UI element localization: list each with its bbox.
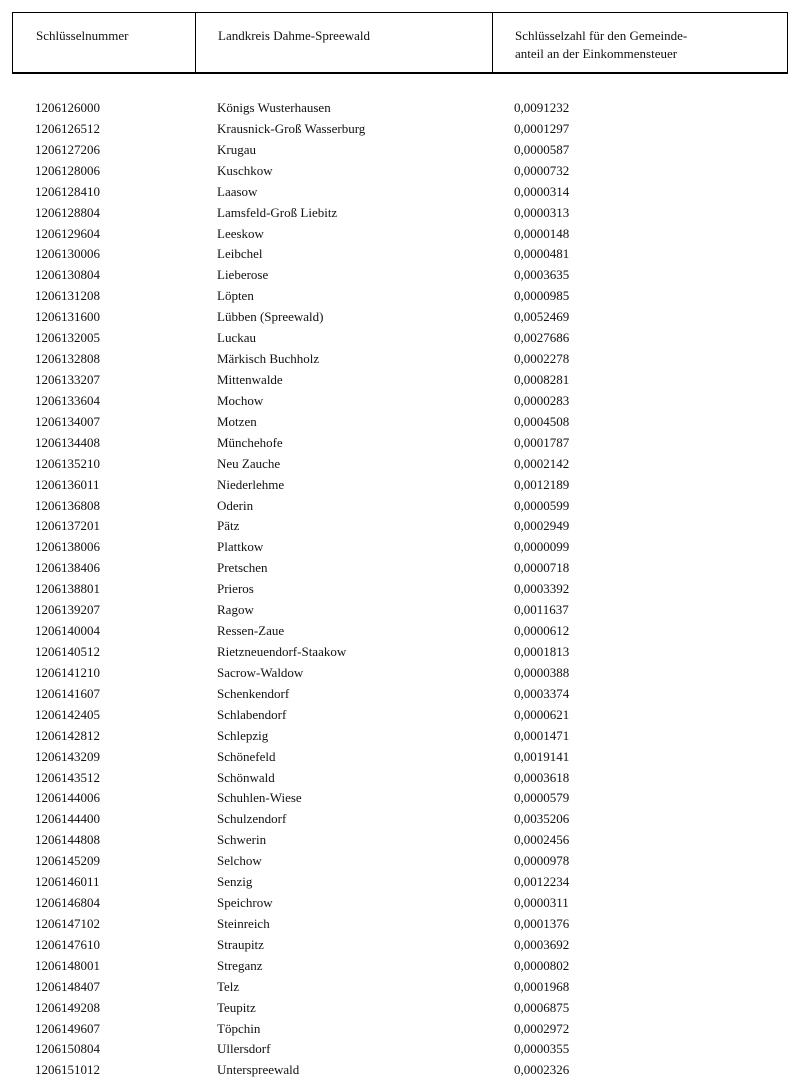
row-value: 0,0027686 bbox=[514, 330, 570, 346]
row-municipality: Schuhlen-Wiese bbox=[217, 790, 302, 806]
row-municipality: Märkisch Buchholz bbox=[217, 351, 320, 367]
header-divider bbox=[195, 13, 196, 72]
row-municipality: Münchehofe bbox=[217, 434, 283, 450]
row-key: 1206146804 bbox=[35, 895, 100, 911]
table-row bbox=[0, 642, 809, 663]
row-municipality: Rietzneuendorf-Staakow bbox=[217, 643, 347, 659]
table-row bbox=[0, 830, 809, 851]
row-value: 0,0002972 bbox=[514, 1020, 570, 1036]
row-municipality: Schönwald bbox=[217, 769, 275, 785]
table-header bbox=[12, 12, 788, 74]
row-value: 0,0001787 bbox=[514, 434, 570, 450]
row-municipality: Schlabendorf bbox=[217, 706, 287, 722]
row-value: 0,0000311 bbox=[514, 895, 569, 911]
header-divider bbox=[492, 13, 493, 72]
row-municipality: Unterspreewald bbox=[217, 1062, 300, 1078]
row-value: 0,0003374 bbox=[514, 685, 570, 701]
row-value: 0,0091232 bbox=[514, 100, 570, 115]
table-row bbox=[0, 412, 809, 433]
row-municipality: Motzen bbox=[217, 413, 257, 429]
row-municipality: Töpchin bbox=[217, 1020, 261, 1036]
row-value: 0,0003635 bbox=[514, 267, 570, 283]
row-value: 0,0008281 bbox=[514, 371, 570, 387]
row-municipality: Schönefeld bbox=[217, 748, 276, 764]
row-value: 0,0002278 bbox=[514, 351, 570, 367]
row-value: 0,0002456 bbox=[514, 832, 570, 848]
table-row bbox=[0, 914, 809, 935]
row-key: 1206131208 bbox=[35, 288, 100, 304]
table-row bbox=[0, 726, 809, 747]
table-row bbox=[0, 579, 809, 600]
row-key: 1206148001 bbox=[35, 957, 100, 973]
row-value: 0,0003392 bbox=[514, 581, 570, 597]
row-value: 0,0001376 bbox=[514, 915, 570, 931]
row-municipality: Kuschkow bbox=[217, 162, 273, 178]
row-municipality: Schwerin bbox=[217, 832, 267, 848]
row-key: 1206147610 bbox=[35, 936, 100, 952]
row-value: 0,0001813 bbox=[514, 643, 570, 659]
row-key: 1206132808 bbox=[35, 351, 100, 367]
row-key: 1206131600 bbox=[35, 309, 100, 325]
row-value: 0,0000621 bbox=[514, 706, 570, 722]
row-key: 1206126512 bbox=[35, 120, 100, 136]
table-row bbox=[0, 747, 809, 768]
row-municipality: Selchow bbox=[217, 853, 262, 869]
table-row bbox=[0, 684, 809, 705]
table-row bbox=[0, 516, 809, 537]
row-value: 0,0000718 bbox=[514, 560, 570, 576]
table-row bbox=[0, 454, 809, 475]
table-row bbox=[0, 98, 809, 119]
table-row bbox=[0, 307, 809, 328]
row-municipality: Schenkendorf bbox=[217, 685, 290, 701]
row-municipality: Ragow bbox=[217, 602, 254, 618]
row-key: 1206133604 bbox=[35, 392, 100, 408]
row-value: 0,0001968 bbox=[514, 978, 570, 994]
row-value: 0,0003692 bbox=[514, 936, 570, 952]
row-key: 1206140512 bbox=[35, 643, 100, 659]
header-value-line1: Schlüsselzahl für den Gemeinde- bbox=[515, 28, 688, 43]
row-key: 1206128006 bbox=[35, 162, 100, 178]
row-key: 1206144006 bbox=[35, 790, 100, 806]
table-row bbox=[0, 119, 809, 140]
table-row bbox=[0, 809, 809, 830]
row-key: 1206133207 bbox=[35, 371, 100, 387]
row-key: 1206130804 bbox=[35, 267, 100, 283]
row-key: 1206138801 bbox=[35, 581, 100, 597]
row-municipality: Pätz bbox=[217, 518, 240, 534]
row-value: 0,0000355 bbox=[514, 1041, 570, 1057]
table-row bbox=[0, 475, 809, 496]
row-value: 0,0000481 bbox=[514, 246, 570, 262]
table-row bbox=[0, 788, 809, 809]
row-value: 0,0000283 bbox=[514, 392, 570, 408]
row-key: 1206126000 bbox=[35, 100, 100, 115]
row-value: 0,0000732 bbox=[514, 162, 570, 178]
row-key: 1206139207 bbox=[35, 602, 100, 618]
row-municipality: Telz bbox=[217, 978, 240, 994]
table-row bbox=[0, 705, 809, 726]
table-row bbox=[0, 537, 809, 558]
row-value: 0,0000579 bbox=[514, 790, 570, 806]
row-municipality: Krausnick-Groß Wasserburg bbox=[217, 120, 366, 136]
table-row bbox=[0, 224, 809, 245]
row-municipality: Krugau bbox=[217, 141, 256, 157]
table-row bbox=[0, 328, 809, 349]
row-key: 1206143512 bbox=[35, 769, 100, 785]
row-municipality: Steinreich bbox=[217, 915, 270, 931]
row-value: 0,0000148 bbox=[514, 225, 570, 241]
row-municipality: Speichrow bbox=[217, 895, 273, 911]
table-row bbox=[0, 663, 809, 684]
row-municipality: Streganz bbox=[217, 957, 263, 973]
row-municipality: Oderin bbox=[217, 497, 254, 513]
table-row bbox=[0, 872, 809, 893]
table-body bbox=[0, 98, 809, 1081]
row-municipality: Teupitz bbox=[217, 999, 256, 1015]
table-row bbox=[0, 182, 809, 203]
table-row bbox=[0, 1060, 809, 1081]
row-municipality: Ressen-Zaue bbox=[217, 623, 285, 639]
row-key: 1206143209 bbox=[35, 748, 100, 764]
row-value: 0,0000985 bbox=[514, 288, 570, 304]
header-value-line2: anteil an der Einkommensteuer bbox=[515, 46, 678, 61]
table-row bbox=[0, 621, 809, 642]
row-municipality: Königs Wusterhausen bbox=[217, 100, 331, 115]
row-value: 0,0000599 bbox=[514, 497, 570, 513]
table-row bbox=[0, 1019, 809, 1040]
table-row bbox=[0, 558, 809, 579]
row-municipality: Luckau bbox=[217, 330, 256, 346]
row-key: 1206141210 bbox=[35, 664, 100, 680]
row-municipality: Senzig bbox=[217, 874, 253, 890]
row-municipality: Leibchel bbox=[217, 246, 263, 262]
header-district-column: Landkreis Dahme-Spreewald bbox=[218, 28, 370, 43]
row-value: 0,0000587 bbox=[514, 141, 570, 157]
row-municipality: Pretschen bbox=[217, 560, 268, 576]
row-key: 1206134007 bbox=[35, 413, 100, 429]
table-row bbox=[0, 851, 809, 872]
row-value: 0,0019141 bbox=[514, 748, 570, 764]
table-row bbox=[0, 956, 809, 977]
table-row bbox=[0, 286, 809, 307]
table-row bbox=[0, 140, 809, 161]
row-value: 0,0002949 bbox=[514, 518, 570, 534]
row-key: 1206135210 bbox=[35, 455, 100, 471]
row-key: 1206138006 bbox=[35, 539, 100, 555]
row-municipality: Lübben (Spreewald) bbox=[217, 309, 324, 325]
row-value: 0,0001297 bbox=[514, 120, 570, 136]
header-value-column bbox=[515, 27, 765, 63]
row-value: 0,0002326 bbox=[514, 1062, 570, 1078]
row-key: 1206136011 bbox=[35, 476, 100, 492]
row-municipality: Laasow bbox=[217, 183, 258, 199]
row-key: 1206144808 bbox=[35, 832, 100, 848]
row-value: 0,0012189 bbox=[514, 476, 570, 492]
row-municipality: Ullersdorf bbox=[217, 1041, 271, 1057]
row-key: 1206151012 bbox=[35, 1062, 100, 1078]
table-row bbox=[0, 893, 809, 914]
table-row bbox=[0, 265, 809, 286]
table-row bbox=[0, 977, 809, 998]
row-municipality: Straupitz bbox=[217, 936, 264, 952]
row-key: 1206144400 bbox=[35, 811, 100, 827]
row-key: 1206145209 bbox=[35, 853, 100, 869]
row-municipality: Plattkow bbox=[217, 539, 264, 555]
row-value: 0,0000314 bbox=[514, 183, 570, 199]
row-key: 1206136808 bbox=[35, 497, 100, 513]
row-key: 1206146011 bbox=[35, 874, 100, 890]
row-municipality: Schlepzig bbox=[217, 727, 269, 743]
row-value: 0,0000313 bbox=[514, 204, 570, 220]
row-municipality: Prieros bbox=[217, 581, 254, 597]
table-row bbox=[0, 391, 809, 412]
row-value: 0,0003618 bbox=[514, 769, 570, 785]
row-municipality: Mittenwalde bbox=[217, 371, 283, 387]
row-municipality: Niederlehme bbox=[217, 476, 285, 492]
table-row bbox=[0, 496, 809, 517]
row-value: 0,0000099 bbox=[514, 539, 570, 555]
table-row bbox=[0, 935, 809, 956]
row-key: 1206140004 bbox=[35, 623, 100, 639]
row-value: 0,0004508 bbox=[514, 413, 570, 429]
table-row bbox=[0, 349, 809, 370]
row-value: 0,0000612 bbox=[514, 623, 570, 639]
row-key: 1206149208 bbox=[35, 999, 100, 1015]
table-row bbox=[0, 600, 809, 621]
table-row bbox=[0, 433, 809, 454]
row-key: 1206142405 bbox=[35, 706, 100, 722]
row-value: 0,0012234 bbox=[514, 874, 570, 890]
row-municipality: Mochow bbox=[217, 392, 264, 408]
row-key: 1206128804 bbox=[35, 204, 100, 220]
row-key: 1206150804 bbox=[35, 1041, 100, 1057]
table-row bbox=[0, 998, 809, 1019]
row-municipality: Schulzendorf bbox=[217, 811, 287, 827]
row-municipality: Sacrow-Waldow bbox=[217, 664, 304, 680]
row-key: 1206132005 bbox=[35, 330, 100, 346]
row-key: 1206149607 bbox=[35, 1020, 100, 1036]
row-municipality: Lieberose bbox=[217, 267, 269, 283]
row-value: 0,0000978 bbox=[514, 853, 570, 869]
row-key: 1206137201 bbox=[35, 518, 100, 534]
row-value: 0,0000802 bbox=[514, 957, 570, 973]
row-value: 0,0006875 bbox=[514, 999, 570, 1015]
row-key: 1206138406 bbox=[35, 560, 100, 576]
row-key: 1206127206 bbox=[35, 141, 100, 157]
header-key-column: Schlüsselnummer bbox=[36, 28, 129, 43]
row-value: 0,0002142 bbox=[514, 455, 570, 471]
table-row bbox=[0, 768, 809, 789]
row-value: 0,0000388 bbox=[514, 664, 570, 680]
table-row bbox=[0, 203, 809, 224]
row-value: 0,0011637 bbox=[514, 602, 569, 618]
table-row bbox=[0, 161, 809, 182]
row-value: 0,0052469 bbox=[514, 309, 570, 325]
table-row bbox=[0, 244, 809, 265]
table-row bbox=[0, 1039, 809, 1060]
row-key: 1206147102 bbox=[35, 915, 100, 931]
row-municipality: Neu Zauche bbox=[217, 455, 281, 471]
row-key: 1206134408 bbox=[35, 434, 100, 450]
row-key: 1206148407 bbox=[35, 978, 100, 994]
row-municipality: Löpten bbox=[217, 288, 254, 304]
row-municipality: Leeskow bbox=[217, 225, 264, 241]
row-key: 1206129604 bbox=[35, 225, 100, 241]
row-value: 0,0035206 bbox=[514, 811, 570, 827]
row-key: 1206141607 bbox=[35, 685, 100, 701]
table-row bbox=[0, 370, 809, 391]
row-key: 1206130006 bbox=[35, 246, 100, 262]
row-municipality: Lamsfeld-Groß Liebitz bbox=[217, 204, 338, 220]
row-key: 1206128410 bbox=[35, 183, 100, 199]
row-key: 1206142812 bbox=[35, 727, 100, 743]
row-value: 0,0001471 bbox=[514, 727, 570, 743]
